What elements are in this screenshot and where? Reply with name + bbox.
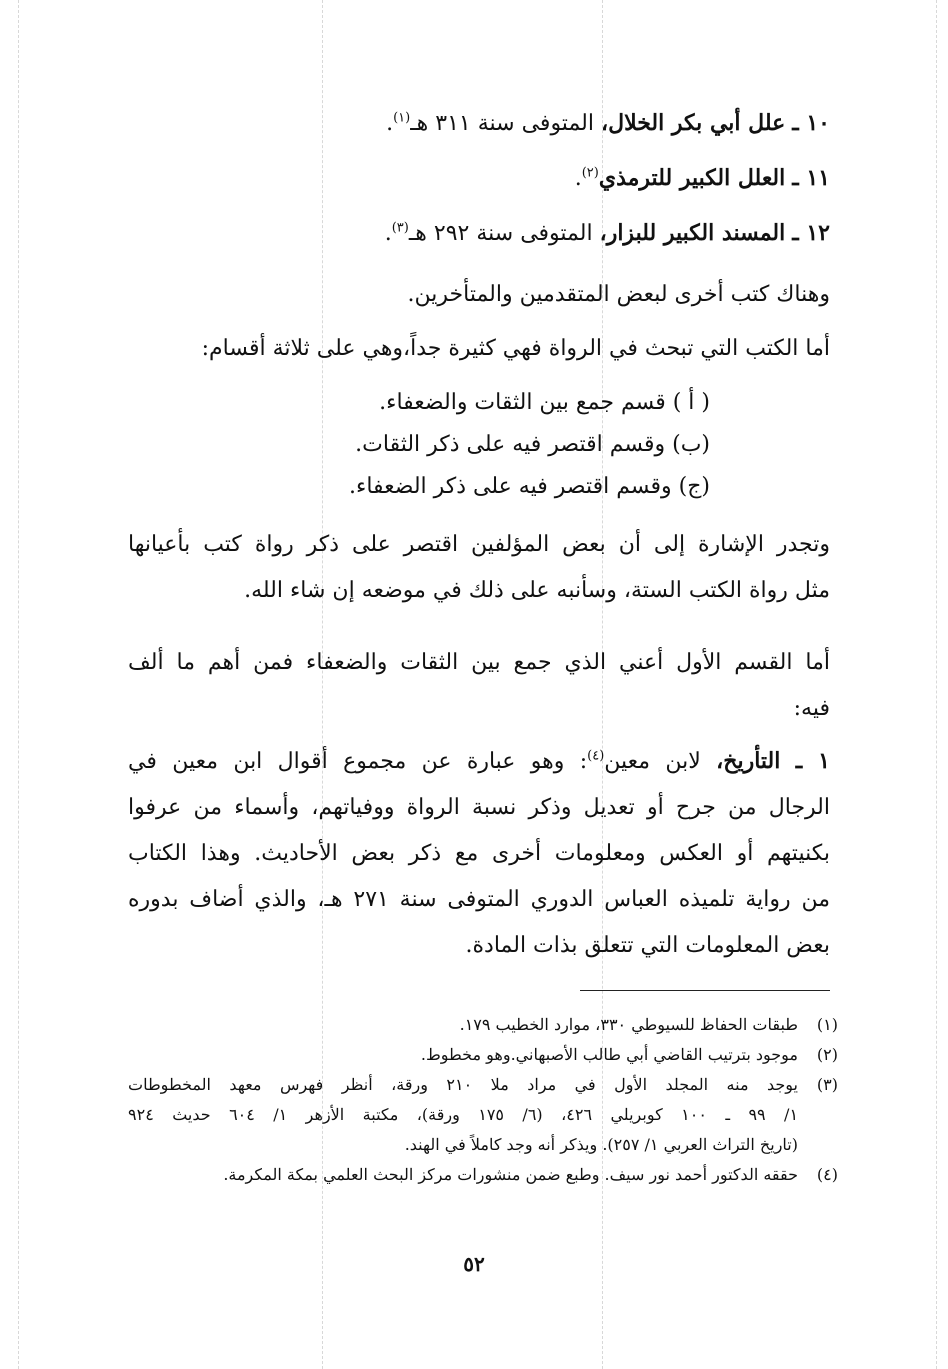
list-item: ١٢ ـ المسند الكبير للبزار، المتوفى سنة ٢٩٢ هـ$^{(٣)}$. bbox=[384, 220, 830, 246]
list-item: ١٠ ـ علل أبي بكر الخلال، المتوفى سنة ٣١١ هـ$^{(١)}$. bbox=[386, 110, 830, 136]
footnote: (٤) حققه الدكتور أحمد نور سيف. وطبع ضمن منشورات مركز البحث العلمي بمكة المكرمة. bbox=[223, 1165, 838, 1184]
list-item: ١١ ـ العلل الكبير للترمذي$^{(٢)}$. bbox=[574, 165, 830, 191]
list-item: (ج) وقسم اقتصر فيه على ذكر الضعفاء. bbox=[348, 474, 710, 499]
scan-artifact-line bbox=[936, 0, 937, 1369]
paragraph-note: وتجدر الإشارة إلى أن بعض المؤلفين اقتصر على ذكر رواة كتب بأعيانها مثل رواة الكتب الستة، وسأنبه على ذلك في موضعه إن شاء الله. bbox=[128, 532, 830, 603]
book-entry-tarikh: ١ ـ التأريخ، لابن معين$^{(٤)}$: وهو عبارة عن مجموع أقوال ابن معين في الرجال من جرح أو تعديل وذكر نسبة الرواة ووفياتهم، وأسماء من عرفوا بكنيتهم أو العكس ومعلومات أخرى مع ذكر بعض الأحاديث. وهذا الكتاب من رواية تلميذه العباس الدوري المتوفى سنة ٢٧١ هـ، والذي أضاف بدوره بعض المعلومات التي تتعلق بذات المادة. bbox=[128, 738, 830, 969]
entry-title: التأريخ، bbox=[716, 748, 781, 774]
footnote-ref: (١) bbox=[393, 110, 411, 126]
footnotes bbox=[128, 1010, 838, 1190]
page-number: ٥٢ bbox=[463, 1252, 485, 1276]
list-item: (ب) وقسم اقتصر فيه على ذكر الثقات. bbox=[355, 432, 710, 457]
footnote: (٣) يوجد منه المجلد الأول في مراد ملا ٢١٠ ورقة، أنظر فهرس معهد المخطوطات ١/ ٩٩ ـ ١٠٠ كوبريلي ٤٢٦، (٦/ ١٧٥ ورقة)، مكتبة الأزهر ١/ ٦٠٤ حديث ٩٢٤ (تاريخ التراث العربي ١/ ٢٥٧). ويذكر أنه وجد كاملاً في الهند. bbox=[128, 1075, 838, 1154]
paragraph-other-books: وهناك كتب أخرى لبعض المتقدمين والمتأخرين. bbox=[407, 282, 830, 307]
footnote-ref: (٢) bbox=[581, 165, 599, 181]
entry-first-line: ١ ـ التأريخ، لابن معين$^{(٤)}$: وهو عبارة عن مجموع أقوال ابن معين في bbox=[128, 748, 830, 774]
footnote-ref: (٤) bbox=[587, 748, 605, 764]
scan-artifact-line bbox=[18, 0, 19, 1369]
book-list-top bbox=[128, 100, 830, 257]
footnote: (٢) موجود بترتيب القاضي أبي طالب الأصبهاني.وهو مخطوط. bbox=[420, 1045, 838, 1064]
footnote-divider bbox=[580, 990, 830, 991]
footnote: (١) طبقات الحفاظ للسيوطي ٣٣٠، موارد الخطيب ١٧٩. bbox=[459, 1015, 838, 1034]
types-list bbox=[128, 382, 830, 508]
paragraph-first-section: أما القسم الأول أعني الذي جمع بين الثقات والضعفاء فمن أهم ما ألف فيه: bbox=[128, 650, 830, 721]
paragraph-types-intro: أما الكتب التي تبحث في الرواة فهي كثيرة جداً،وهي على ثلاثة أقسام: bbox=[201, 336, 830, 361]
list-item: ( أ ) قسم جمع بين الثقات والضعفاء. bbox=[379, 390, 710, 415]
footnote-ref: (٣) bbox=[391, 220, 409, 236]
